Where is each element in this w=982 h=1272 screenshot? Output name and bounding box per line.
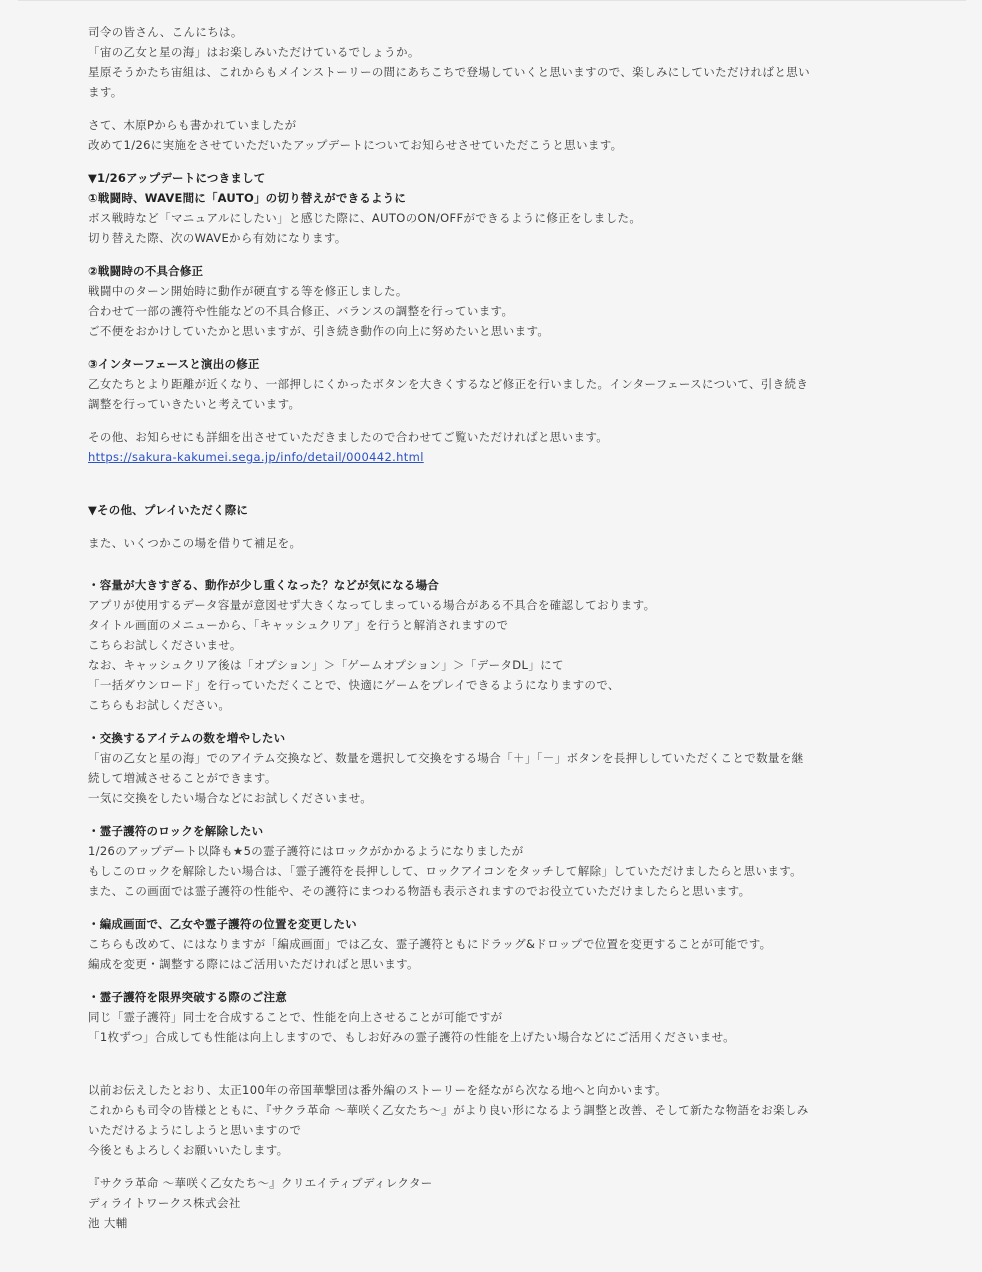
tip1-title: ・容量が大きすぎる、動作が少し重くなった？などが気になる場合: [88, 578, 439, 592]
closing-message: 以前お伝えしたとおり、太正100年の帝国華撃団は番外編のストーリーを経ながら次なる地へと向かいます。 これからも司令の皆様とともに、『サクラ革命 〜華咲く乙女たち〜』がより良い形になるよう調整と改善、そして新たな物語をお楽しみ いただけるようにしようと思いますので 今後ともよろしくお願いいたします。: [88, 1083, 809, 1157]
author-signature: 『サクラ革命 〜華咲く乙女たち〜』クリエイティブディレクター ディライトワークス株式会社 池 大輔: [88, 1176, 433, 1230]
info-detail-link[interactable]: https://sakura-kakumei.sega.jp/info/detail/000442.html: [88, 450, 424, 464]
top-divider: [18, 0, 966, 1]
update-note: その他、お知らせにも詳細を出させていただきましたので合わせてご覧いただければと思います。: [88, 430, 609, 444]
intro-update-notice: さて、木原Pからも書かれていましたが 改めて1/26に実施をさせていただいたアップデートについてお知らせさせていただこうと思います。: [88, 118, 623, 152]
tip5-body: 同じ「霊子護符」同士を合成することで、性能を向上させることが可能ですが 「1枚ずつ」合成しても性能は向上しますので、もしお好みの霊子護符の性能を上げたい場合などにご活用くださいませ。: [88, 1010, 735, 1044]
intro-greeting: 司令の皆さん、こんにちは。 「宙の乙女と星の海」はお楽しみいただけているでしょうか。 星原そうかたち宙組は、これからもメインストーリーの間にあちこちで登場していくと思いますので、楽しみにしていただければと思い ます。: [88, 25, 810, 99]
update-item2-body: 戦闘中のターン開始時に動作が硬直する等を修正しました。 合わせて一部の護符や性能などの不具合修正、バランスの調整を行っています。 ご不便をおかけしていたかと思いますが、引き続き動作の向上に努めたいと思います。: [88, 284, 550, 338]
lead-spacer: [88, 553, 888, 575]
update-item1-body: ボス戦時など「マニュアルにしたい」と感じた際に、AUTOのON/OFFができるように修正をしました。 切り替えた際、次のWAVEから有効になります。: [88, 211, 642, 245]
tip2-body: 「宙の乙女と星の海」でのアイテム交換など、数量を選択して交換をする場合「＋」「－」ボタンを長押ししていただくことで数量を継 続して増減させることができます。 一気に交換をしたい場合などにお試しくださいませ。: [88, 751, 804, 805]
update-item3-body: 乙女たちとより距離が近くなり、一部押しにくかったボタンを大きくするなど修正を行いました。インターフェースについて、引き続き 調整を行っていきたいと考えています。: [88, 377, 809, 411]
update-item2-title: ②戦闘時の不具合修正: [88, 264, 204, 278]
tip3-body: 1/26のアップデート以降も★5の霊子護符にはロックがかかるようになりましたが もしこのロックを解除したい場合は、「霊子護符を長押しして、ロックアイコンをタッチして解除」していただけましたらと思います。 また、この画面では霊子護符の性能や、その護符にまつわる物語も表示されますのでお役立ていただけましたらと思います。: [88, 844, 802, 898]
tip1-body: アプリが使用するデータ容量が意図せず大きくなってしまっている場合がある不具合を確認しております。 タイトル画面のメニューから、「キャッシュクリア」を行うと解消されますので こちらお試しくださいませ。 なお、キャッシュクリア後は「オプション」＞「ゲームオプション」＞「データDL」にて 「一括ダウンロード」を行っていただくことで、快適にゲームをプレイできるようになりますので、 こちらもお試しください。: [88, 598, 656, 712]
other-lead: また、いくつかこの場を借りて補足を。: [88, 536, 302, 550]
closing-spacer: [88, 1047, 888, 1080]
section-spacer: [88, 467, 888, 500]
tip5-title: ・霊子護符を限界突破する際のご注意: [88, 990, 287, 1004]
tip4-title: ・編成画面で、乙女や霊子護符の位置を変更したい: [88, 917, 357, 931]
tip2-title: ・交換するアイテムの数を増やしたい: [88, 731, 286, 745]
other-heading: ▼その他、プレイいただく際に: [88, 503, 249, 517]
tip3-title: ・霊子護符のロックを解除したい: [88, 824, 264, 838]
update-heading: ▼1/26アップデートにつきまして: [88, 171, 266, 185]
article-body: [88, 22, 888, 1233]
tip4-body: こちらも改めて、にはなりますが「編成画面」では乙女、霊子護符ともにドラッグ&ドロップで位置を変更することが可能です。 編成を変更・調整する際にはご活用いただければと思います。: [88, 937, 772, 971]
update-item3-title: ③インターフェースと演出の修正: [88, 357, 260, 371]
update-item1-title: ①戦闘時、WAVE間に「AUTO」の切り替えができるように: [88, 191, 407, 205]
update-link-line: [88, 447, 888, 467]
